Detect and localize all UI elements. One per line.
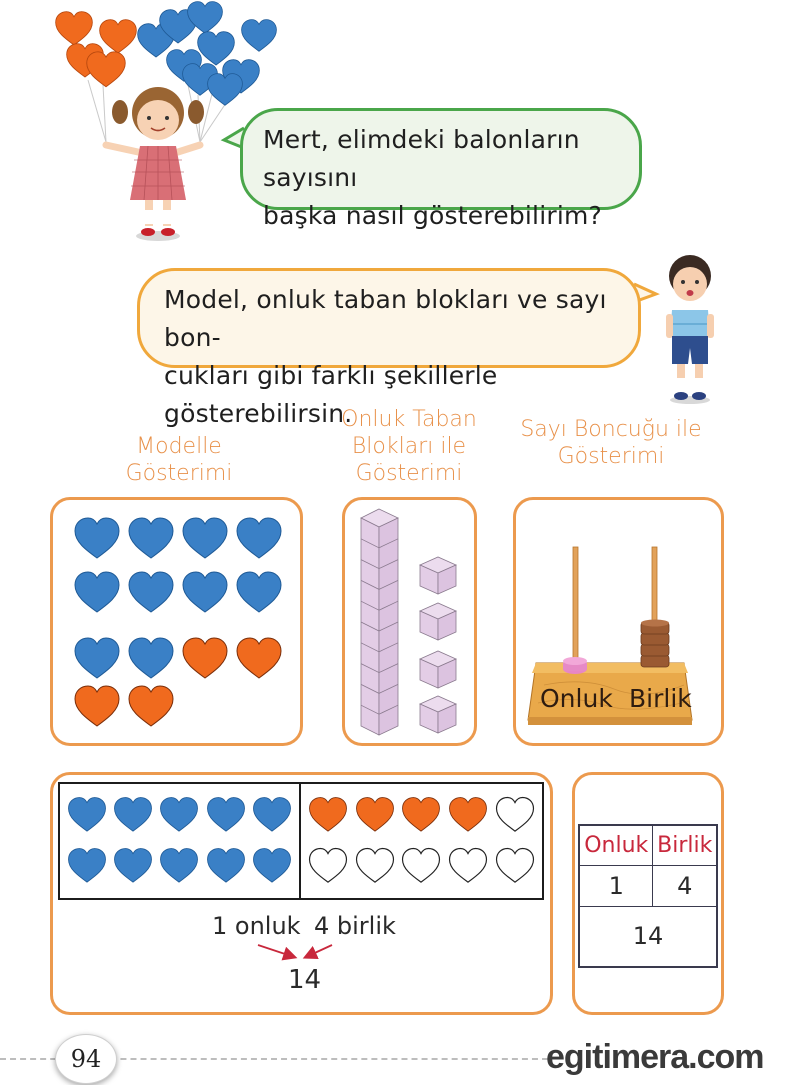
tens-frame: [60, 784, 301, 898]
blue-balloon-icon: [158, 794, 200, 838]
blue-balloon-icon: [72, 516, 122, 564]
value-onluk: 1: [579, 865, 653, 906]
girl-speech-line-2: başka nasıl gösterebilirim?: [263, 201, 602, 230]
model-balloon-grid: [72, 516, 288, 738]
caption-blocks-line-2: Blokları ile: [351, 434, 467, 459]
tens-label: 1 onluk: [212, 912, 301, 940]
boy-speech-line-2: cukları gibi farklı şekillerle gösterebilirsin.: [164, 361, 498, 428]
blue-balloon-icon: [205, 845, 247, 889]
unit-cubes: [419, 556, 457, 738]
value-birlik: 4: [653, 865, 717, 906]
ten-frame: [58, 782, 544, 900]
empty-balloon-icon: [354, 845, 396, 889]
abacus-label-birlik: Birlik: [629, 684, 692, 713]
girl-speech-bubble: [240, 108, 642, 230]
empty-balloon-icon: [400, 845, 442, 889]
caption-beads-line-2: Gösterimi: [557, 444, 665, 469]
blue-balloon-icon: [180, 516, 230, 564]
orange-balloon-icon: [126, 684, 176, 732]
orange-balloon-icon: [234, 636, 284, 684]
blue-balloon-icon: [126, 516, 176, 564]
caption-beads: [508, 416, 714, 470]
ten-rod-icon: [360, 508, 400, 738]
blue-balloon-icon: [205, 794, 247, 838]
blue-balloon-icon: [72, 570, 122, 618]
caption-beads-line-1: Sayı Boncuğu ile: [520, 417, 702, 442]
empty-balloon-icon: [447, 845, 489, 889]
blue-balloon-icon: [72, 636, 122, 684]
boy-illustration: [652, 252, 727, 407]
arrows-icon: [250, 942, 360, 962]
blue-balloon-icon: [126, 570, 176, 618]
page-number: 94: [55, 1034, 117, 1084]
caption-model-line-1: Modelle: [136, 434, 222, 459]
result-number: 14: [288, 965, 322, 995]
abacus-label-onluk: Onluk: [540, 684, 613, 713]
header-birlik: Birlik: [653, 825, 717, 865]
place-value-table: [578, 824, 718, 968]
girl-illustration: [48, 0, 280, 245]
girl-speech-line-1: Mert, elimdeki balonların sayısını: [263, 125, 580, 192]
blue-balloon-icon: [112, 794, 154, 838]
empty-balloon-icon: [307, 845, 349, 889]
value-total: 14: [579, 906, 717, 967]
orange-balloon-icon: [180, 636, 230, 684]
blue-balloon-icon: [251, 845, 293, 889]
caption-blocks-line-3: Gösterimi: [355, 461, 463, 486]
orange-balloon-icon: [72, 684, 122, 732]
blue-balloon-icon: [158, 845, 200, 889]
blue-balloon-icon: [66, 794, 108, 838]
ones-frame: [301, 784, 542, 898]
ones-label: 4 birlik: [314, 912, 396, 940]
caption-model: [104, 433, 254, 487]
blue-balloon-icon: [180, 570, 230, 618]
empty-balloon-icon: [494, 794, 536, 838]
boy-speech-line-1: Model, onluk taban blokları ve sayı bon-: [164, 285, 607, 352]
caption-blocks: [328, 406, 490, 487]
orange-balloon-icon: [400, 794, 442, 838]
blue-balloon-icon: [112, 845, 154, 889]
blue-balloon-icon: [126, 636, 176, 684]
orange-balloon-icon: [307, 794, 349, 838]
blue-balloon-icon: [251, 794, 293, 838]
brand-watermark: egitimera.com: [546, 1038, 764, 1076]
blue-balloon-icon: [234, 516, 284, 564]
header-onluk: Onluk: [579, 825, 653, 865]
orange-balloon-icon: [354, 794, 396, 838]
boy-speech-bubble: [137, 268, 641, 428]
blue-balloon-icon: [234, 570, 284, 618]
empty-balloon-icon: [494, 845, 536, 889]
blue-balloon-icon: [66, 845, 108, 889]
orange-balloon-icon: [447, 794, 489, 838]
caption-model-line-2: Gösterimi: [125, 461, 233, 486]
caption-blocks-line-1: Onluk Taban: [341, 407, 477, 432]
